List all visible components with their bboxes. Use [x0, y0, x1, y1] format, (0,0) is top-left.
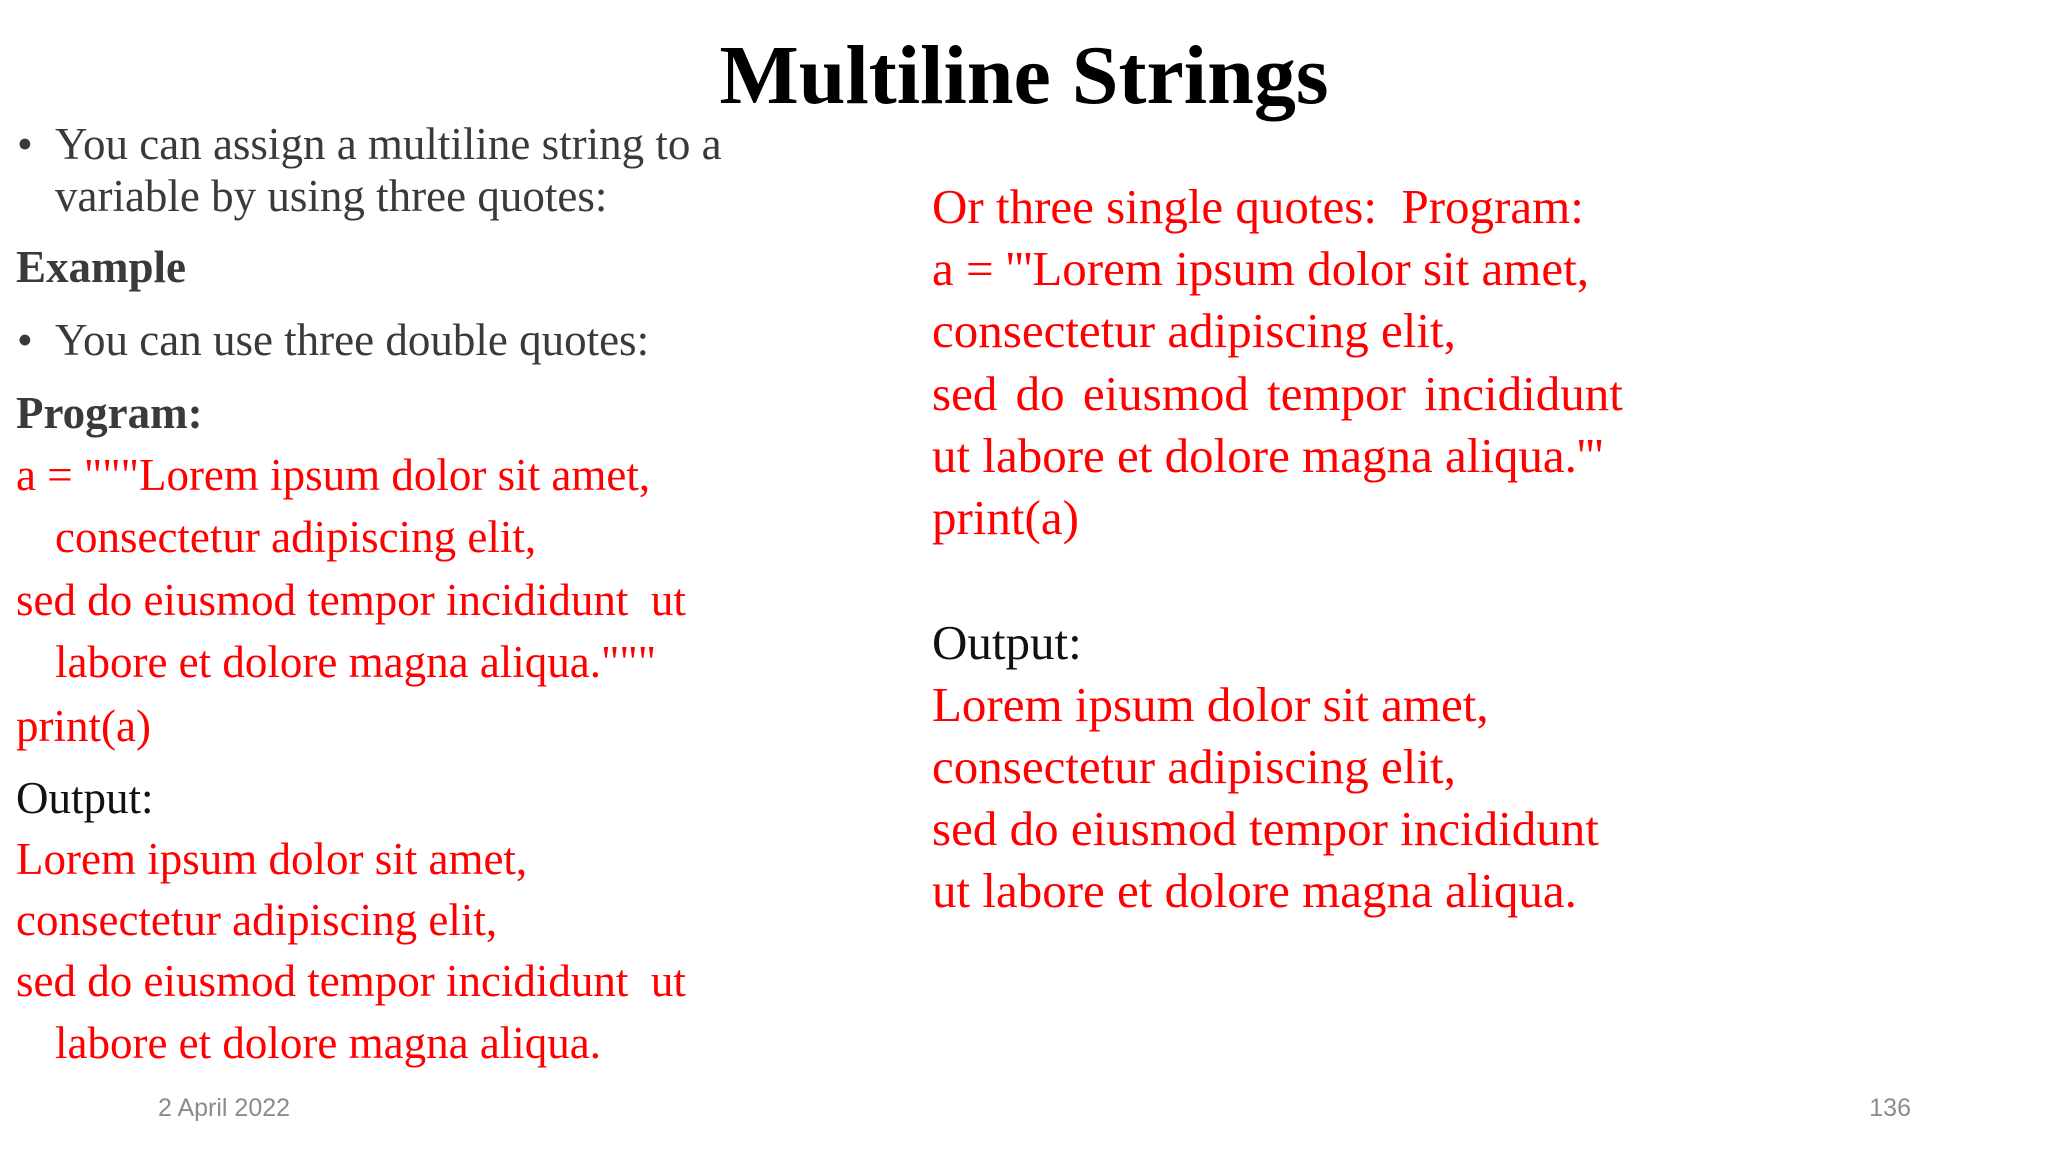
code-line: consectetur adipiscing elit,	[932, 303, 1456, 358]
output-line: consectetur adipiscing elit,	[16, 895, 498, 945]
code-line: labore et dolore magna aliqua."""	[55, 637, 657, 687]
code-line: sed do eiusmod tempor incididunt	[932, 366, 1623, 421]
output-line: sed do eiusmod tempor incididunt ut	[16, 956, 686, 1006]
slide-title: Multiline Strings	[719, 29, 1329, 122]
left-column	[16, 0, 722, 1068]
program-heading: Program:	[16, 388, 203, 438]
code-line: consectetur adipiscing elit,	[55, 512, 537, 562]
footer-date: 2 April 2022	[158, 1094, 291, 1122]
code-line: ut labore et dolore magna aliqua.'''	[932, 428, 1604, 483]
slide-number: 136	[1869, 1094, 1911, 1122]
code-line: print(a)	[16, 701, 151, 751]
code-line: print(a)	[932, 490, 1079, 545]
code-line: Or three single quotes: Program:	[932, 179, 1584, 234]
bullet-assign-line-1: • You can assign a multiline string to a	[55, 118, 722, 170]
output-line: sed do eiusmod tempor incididunt	[932, 801, 1599, 856]
code-line: a = """Lorem ipsum dolor sit amet,	[16, 450, 651, 500]
output-heading: Output:	[16, 773, 154, 823]
output-line: consectetur adipiscing elit,	[932, 739, 1456, 794]
output-line: labore et dolore magna aliqua.	[55, 1018, 602, 1068]
code-line: a = '''Lorem ipsum dolor sit amet,	[932, 241, 1589, 296]
output-line: ut labore et dolore magna aliqua.	[932, 863, 1577, 918]
output-line: Lorem ipsum dolor sit amet,	[932, 677, 1489, 732]
example-heading: Example	[16, 242, 187, 292]
output-heading: Output:	[932, 615, 1082, 670]
code-line: sed do eiusmod tempor incididunt ut	[16, 575, 686, 625]
bullet-double-quotes: • You can use three double quotes:	[55, 314, 649, 366]
output-line: Lorem ipsum dolor sit amet,	[16, 834, 528, 884]
bullet-assign-line-2: variable by using three quotes:	[55, 171, 608, 221]
